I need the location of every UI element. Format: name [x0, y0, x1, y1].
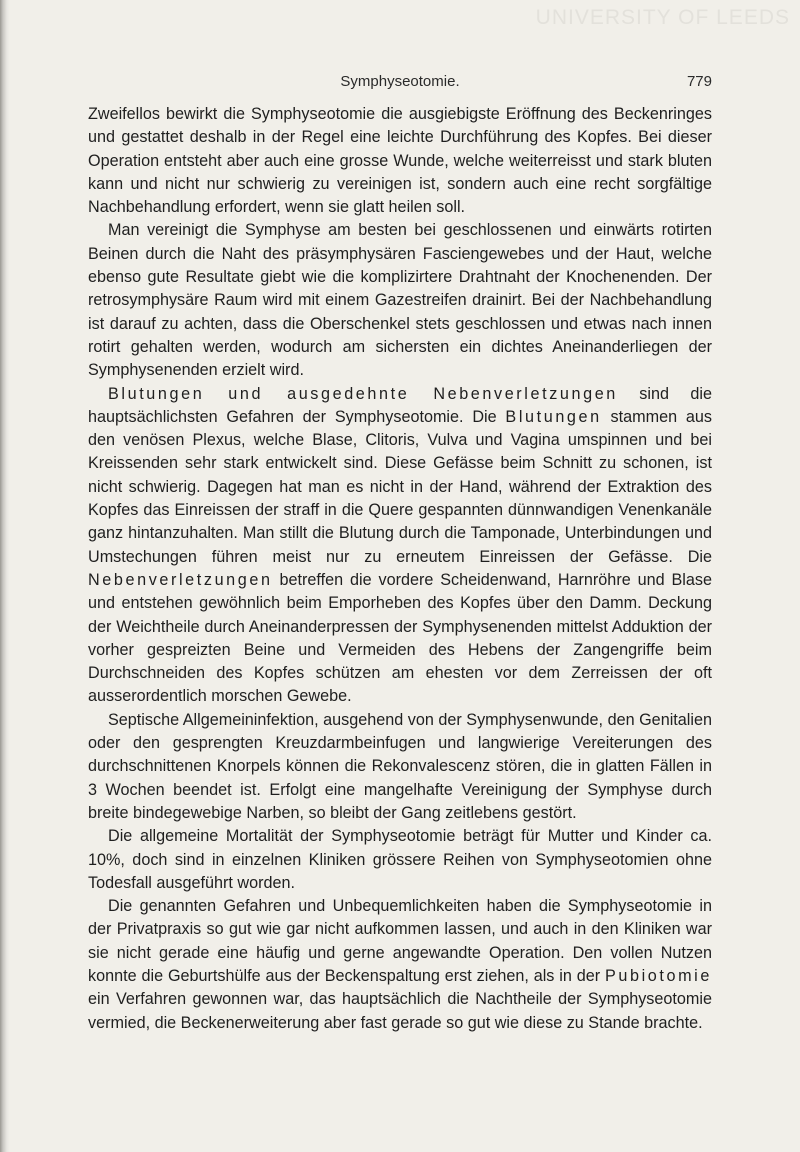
paragraph-text: sind die hauptsächlichsten Gefahren der Symphyseotomie. Die — [88, 384, 712, 426]
paragraph-text: Die genannten Gefahren und Unbequemlichkeiten haben die Symphyseotomie in der Privatpraxis so gut wie gar nicht aufkommen lassen, und auch in den Kliniken war sie nicht gerade eine häufig und gerne angewandte Operation. Den vollen Nutzen konnte die Geburtshülfe aus der Beckenspaltung erst ziehen, als in der — [88, 897, 712, 985]
spaced-emphasis: Nebenverletzungen — [88, 570, 273, 589]
paragraph-text: Septische Allgemeininfektion, ausgehend von der Symphysenwunde, den Genitalien oder den gesprengten Kreuzdarmbeinfugen und langwierige Vereiterungen des durchschnittenen Knorpels können die Rekonvalescenz stören, die in glatten Fällen in 3 Wochen beendet ist. Erfolgt eine mangelhafte Vereinigung der Symphyse durch breite bindegewebige Narben, so bleibt der Gang zeitlebens gestört. — [88, 710, 712, 822]
running-head: Symphyseotomie. — [340, 73, 460, 90]
paragraph-6 — [88, 895, 712, 1035]
library-watermark: UNIVERSITY OF LEEDS — [535, 6, 790, 29]
page-header — [88, 73, 712, 95]
paragraph-4 — [88, 709, 712, 825]
spaced-emphasis: Blutungen — [505, 407, 602, 426]
paragraph-2 — [88, 219, 712, 382]
page-number: 779 — [686, 73, 712, 90]
paragraph-text: Man vereinigt die Symphyse am besten bei geschlossenen und einwärts rotirten Beinen durch die Naht des präsymphysären Fasciengewebes und der Haut, welche ebenso gute Resultate giebt wie die komplizirtere Drahtnaht der Knochenenden. Der retrosymphysäre Raum wird mit einem Gazestreifen drainirt. Bei der Nachbehandlung ist darauf zu achten, dass die Oberschenkel stets geschlossen und etwas nach innen rotirt gehalten werden, wodurch am sichersten ein dichtes Aneinanderliegen der Symphysenenden erzielt wird. — [88, 221, 712, 380]
paragraph-text: Zweifellos bewirkt die Symphyseotomie die ausgiebigste Eröffnung des Beckenringes und gestattet deshalb in der Regel eine leichte Durchführung des Kopfes. Bei dieser Operation entsteht aber auch eine grosse Wunde, welche weiterreisst und stark bluten kann und nicht nur schwierig zu vereinigen ist, sondern auch eine recht sorgfältige Nachbehandlung erfordert, wenn sie glatt heilen soll. — [88, 105, 712, 217]
paragraph-3 — [88, 383, 712, 709]
paragraph-1 — [88, 103, 712, 219]
paragraph-text: ein Verfahren gewonnen war, das hauptsächlich die Nachtheile der Symphyseotomie vermied, die Beckenerweiterung aber fast gerade so gut wie diese zu Stande brachte. — [88, 990, 712, 1032]
paragraph-5 — [88, 825, 712, 895]
spaced-emphasis: Blutungen und ausgedehnte Nebenverletzungen — [108, 384, 618, 403]
paragraph-text: stammen aus den venösen Plexus, welche Blase, Clitoris, Vulva und Vagina umspinnen und bei Kreissenden sehr stark entwickelt sind. Diese Gefässe beim Schnitt zu schonen, ist nicht schwierig. Dagegen hat man es nicht in der Hand, während der Extraktion des Kopfes das Einreissen der straff in die Quere gespannten dünnwandigen Venenkanäle ganz hintanzuhalten. Man stillt die Blutung durch die Tamponade, Unterbindungen und Umstechungen führen meist nur zu erneutem Einreissen der Gefässe. Die — [88, 407, 712, 566]
body-text — [88, 103, 712, 1035]
paragraph-text: betreffen die vordere Scheidenwand, Harnröhre und Blase und entstehen gewöhnlich beim Emporheben des Kopfes über den Damm. Deckung der Weichtheile durch Aneinanderpressen der Symphysenenden mittelst Adduktion der vorher gespreizten Beine und Vermeiden des Hebens der Zangengriffe beim Durchschneiden des Kopfes schützen am ehesten vor dem Zerreissen der oft ausserordentlich morschen Gewebe. — [88, 570, 712, 706]
paragraph-text: Die allgemeine Mortalität der Symphyseotomie beträgt für Mutter und Kinder ca. 10%, doch sind in einzelnen Kliniken grössere Reihen von Symphyseotomien ohne Todesfall ausgeführt worden. — [88, 827, 712, 892]
spaced-emphasis: Pubiotomie — [605, 966, 712, 985]
page-binding-edge — [0, 0, 10, 1152]
